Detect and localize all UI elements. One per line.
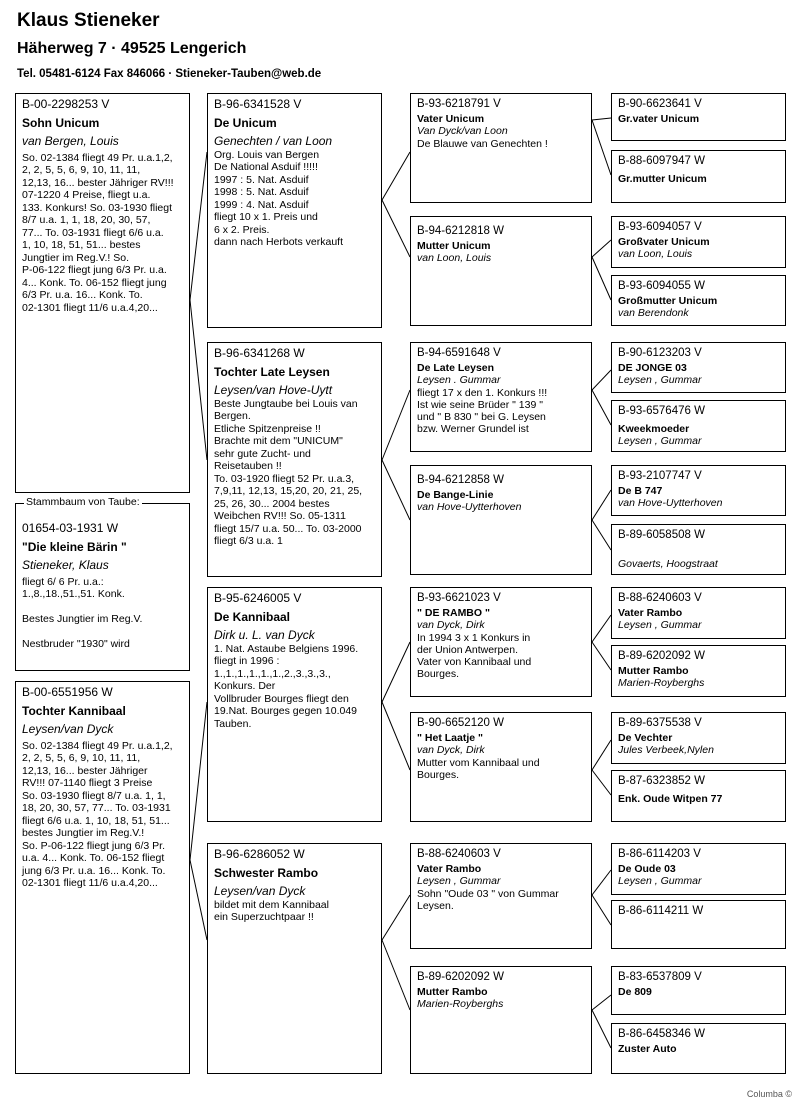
pedigree-box-gen4-1[interactable]	[611, 93, 786, 141]
pigeon-name: DE JONGE 03	[618, 361, 687, 374]
pedigree-box-gen4-6[interactable]	[611, 400, 786, 452]
ring-number: B-83-6537809 V	[618, 971, 702, 983]
ring-number: B-90-6652120 W	[417, 717, 504, 729]
pigeon-name: Mutter Rambo	[417, 985, 488, 998]
breeder-label: van Loon, Louis	[618, 248, 693, 260]
ring-number: B-86-6114211 W	[618, 905, 704, 917]
pedigree-box-gen4-9[interactable]	[611, 587, 786, 639]
breeder-address: Häherweg 7 · 49525 Lengerich	[17, 40, 247, 57]
ring-number: B-96-6341528 V	[214, 97, 302, 111]
pigeon-name: "Die kleine Bärin "	[22, 539, 127, 554]
pedigree-box-mother[interactable]	[15, 681, 190, 1074]
pedigree-box-gen2-1[interactable]	[207, 93, 382, 328]
pigeon-name: Mutter Unicum	[417, 239, 491, 252]
ring-number: B-94-6212818 W	[417, 225, 504, 237]
pedigree-box-gen4-3[interactable]	[611, 216, 786, 268]
ring-number: B-93-6576476 W	[618, 405, 705, 417]
pigeon-name: Gr.vater Unicum	[618, 112, 700, 125]
pedigree-box-gen3-3[interactable]	[410, 342, 592, 452]
breeder-label: Govaerts, Hoogstraat	[618, 557, 718, 570]
breeder-label: van Loon, Louis	[417, 252, 492, 264]
breeder-label: Dirk u. L. van Dyck	[214, 628, 315, 642]
breeder-label: Leysen , Gummar	[618, 435, 702, 447]
ring-number: B-88-6240603 V	[417, 848, 501, 860]
ring-number: B-89-6375538 V	[618, 717, 702, 729]
ring-number: B-93-6218791 V	[417, 98, 501, 110]
breeder-label: Van Dyck/van Loon	[417, 125, 508, 137]
breeder-label: Stieneker, Klaus	[22, 558, 109, 572]
pedigree-box-gen2-2[interactable]	[207, 342, 382, 577]
pedigree-box-gen4-13[interactable]	[611, 843, 786, 895]
ring-number: B-00-2298253 V	[22, 97, 110, 111]
breeder-label: Leysen , Gummar	[618, 875, 702, 887]
pedigree-box-father[interactable]	[15, 93, 190, 493]
ring-number: B-94-6212858 W	[417, 474, 504, 486]
ring-number: 01654-03-1931 W	[22, 521, 119, 535]
performance-notes: In 1994 3 x 1 Konkurs in der Union Antwerpen. Vater von Kannibaal und Bourges.	[417, 631, 532, 680]
ring-number: B-94-6591648 V	[417, 347, 501, 359]
breeder-name: Klaus Stieneker	[17, 10, 160, 31]
breeder-label: van Dyck, Dirk	[417, 619, 485, 631]
pigeon-name: De 809	[618, 985, 652, 998]
ring-number: B-96-6341268 W	[214, 346, 305, 360]
breeder-label: Leysen/van Hove-Uytt	[214, 383, 333, 397]
breeder-contact: Tel. 05481-6124 Fax 846066 · Stieneker-Tauben@web.de	[17, 68, 322, 80]
breeder-label: Marien-Royberghs	[618, 677, 705, 689]
ring-number: B-90-6123203 V	[618, 347, 702, 359]
breeder-label: Leysen/van Dyck	[22, 722, 114, 736]
ring-number: B-86-6114203 V	[618, 848, 701, 860]
pigeon-name: De Oude 03	[618, 862, 676, 875]
pigeon-name: Vater Unicum	[417, 112, 485, 125]
breeder-label: Leysen , Gummar	[618, 619, 702, 631]
pigeon-name: Vater Rambo	[417, 862, 482, 875]
pigeon-name: " DE RAMBO "	[417, 606, 490, 619]
stammbaum-label: Stammbaum von Taube:	[26, 496, 140, 508]
ring-number: B-96-6286052 W	[214, 847, 305, 861]
breeder-label: van Dyck, Dirk	[417, 744, 485, 756]
pigeon-name: De Unicum	[214, 115, 277, 130]
pedigree-box-gen4-2[interactable]	[611, 150, 786, 203]
pedigree-box-gen4-14[interactable]	[611, 900, 786, 949]
ring-number: B-89-6202092 W	[618, 650, 705, 662]
pigeon-name: De Late Leysen	[417, 361, 495, 374]
performance-notes: 1. Nat. Astaube Belgiens 1996. fliegt in 1996 : 1.,1.,1.,1.,1.,1.,2.,3.,3.,3., Konkurs. Der Vollbruder Bourges fliegt den 19.Nat. Bourges gegen 10.049 Tauben.	[214, 642, 359, 730]
ring-number: B-93-6094057 V	[618, 221, 702, 233]
ring-number: B-88-6097947 W	[618, 155, 705, 167]
ring-number: B-89-6202092 W	[417, 971, 504, 983]
performance-notes: De Blauwe van Genechten !	[417, 137, 548, 150]
pigeon-name: Enk. Oude Witpen 77	[618, 792, 723, 805]
breeder-label: van Bergen, Louis	[22, 134, 119, 148]
pigeon-name: Gr.mutter Unicum	[618, 172, 707, 185]
pedigree-box-gen4-12[interactable]	[611, 770, 786, 822]
pedigree-box-gen3-4[interactable]	[410, 465, 592, 575]
ring-number: B-93-6094055 W	[618, 280, 705, 292]
pigeon-name: Schwester Rambo	[214, 865, 319, 880]
performance-notes: fliegt 17 x den 1. Konkurs !!! Ist wie seine Brüder " 139 " und " B 830 " bei G. Leysen bzw. Werner Grundel ist	[417, 386, 548, 435]
ring-number: B-86-6458346 W	[618, 1028, 705, 1040]
performance-notes: Org. Louis van Bergen De National Asduif !!!!! 1997 : 5. Nat. Asduif 1998 : 5. Nat. Asduif 1999 : 4. Nat. Asduif fliegt 10 x 1. Preis und 6 x 2. Preis. dann nach Herbots verkauft	[214, 148, 343, 248]
pedigree-box-gen3-1[interactable]	[410, 93, 592, 203]
performance-notes: Beste Jungtaube bei Louis van Bergen. Etliche Spitzenpreise !! Brachte mit dem "UNICUM" sehr gute Zucht- und Reisetauben !! To. 03-1920 fliegt 52 Pr. u.a.3, 7,9,11, 12,13, 15,20, 20, 21, 25, 25, 26, 30... 2004 bestes Weibchen RV!!! So. 05-1311 fliegt 15/7 u.a. 50... To. 03-2000 fliegt 6/3 u.a. 1	[214, 397, 363, 547]
breeder-label: van Berendonk	[618, 307, 689, 319]
pigeon-name: Mutter Rambo	[618, 664, 689, 677]
pedigree-box-gen4-15[interactable]	[611, 966, 786, 1015]
pigeon-name: De Vechter	[618, 731, 673, 744]
pigeon-name: " Het Laatje "	[417, 731, 483, 744]
performance-notes: bildet mit dem Kannibaal ein Superzuchtpaar !!	[214, 898, 329, 923]
pedigree-box-gen3-6[interactable]	[410, 712, 592, 822]
pigeon-name: Großvater Unicum	[618, 235, 710, 248]
breeder-label: Genechten / van Loon	[214, 134, 333, 148]
pedigree-box-gen3-7[interactable]	[410, 843, 592, 949]
pedigree-box-gen2-3[interactable]	[207, 587, 382, 822]
pedigree-box-gen4-10[interactable]	[611, 645, 786, 697]
pigeon-name: De B 747	[618, 484, 663, 497]
pedigree-box-gen4-7[interactable]	[611, 465, 786, 516]
performance-notes: fliegt 6/ 6 Pr. u.a.: 1.,8.,18.,51.,51. Konk. Bestes Jungtier im Reg.V. Nestbruder "1930" wird	[22, 575, 143, 650]
pigeon-name: Vater Rambo	[618, 606, 683, 619]
ring-number: B-90-6623641 V	[618, 98, 702, 110]
ring-number: B-95-6246005 V	[214, 591, 302, 605]
ring-number: B-93-2107747 V	[618, 470, 702, 482]
breeder-label: Leysen , Gummar	[618, 374, 702, 386]
pedigree-box-gen4-8[interactable]	[611, 524, 786, 575]
pedigree-box-gen2-4[interactable]	[207, 843, 382, 1074]
ring-number: B-00-6551956 W	[22, 685, 113, 699]
performance-notes: So. 02-1384 fliegt 49 Pr. u.a.1,2, 2, 2, 5, 5, 6, 9, 10, 11, 11, 12,13, 16... bester Jähriger RV!!! 07-1220 4 Preise, fliegt u.a. 133. Konkurs! So. 03-1930 fliegt 8/7 u.a. 1, 1, 18, 20, 30, 57, 77... To. 03-1931 fliegt 6/6 u.a. 1, 10, 18, 51, 51... bestes Jungtier im Reg.V.! So. P-06-122 fliegt jung 6/3 Pr. u.a. 4... Konk. To. 06-152 fliegt jung 6/3 Pr. u.a. 16... Konk. To. 02-1301 fliegt 11/6 u.a.4,20...	[22, 151, 174, 314]
breeder-label: Jules Verbeek,Nylen	[618, 744, 714, 756]
pigeon-name: Tochter Kannibaal	[22, 703, 126, 718]
ring-number: B-87-6323852 W	[618, 775, 705, 787]
pigeon-name: Zuster Auto	[618, 1042, 677, 1055]
breeder-label: van Hove-Uytterhoven	[417, 501, 522, 513]
breeder-label: Marien-Royberghs	[417, 998, 504, 1010]
pigeon-name: Großmutter Unicum	[618, 294, 718, 307]
pedigree-box-gen4-5[interactable]	[611, 342, 786, 393]
pedigree-box-gen3-5[interactable]	[410, 587, 592, 697]
pigeon-name: De Kannibaal	[214, 609, 291, 624]
breeder-label: Leysen , Gummar	[417, 875, 501, 887]
pedigree-box-gen4-16[interactable]	[611, 1023, 786, 1074]
ring-number: B-89-6058508 W	[618, 529, 705, 541]
pedigree-box-subject[interactable]	[15, 503, 190, 671]
pedigree-box-gen4-11[interactable]	[611, 712, 786, 764]
performance-notes: So. 02-1384 fliegt 49 Pr. u.a.1,2, 2, 2, 5, 5, 6, 9, 10, 11, 11, 12,13, 16... bester Jähriger RV!!! 07-1140 fliegt 3 Preise So. 03-1930 fliegt 8/7 u.a. 1, 1, 18, 20, 30, 57, 77... To. 03-1931 fliegt 6/6 u.a. 1, 10, 18, 51, 51... bestes Jungtier im Reg.V.! So. P-06-122 fliegt jung 6/3 Pr. u.a. 4... Konk. To. 06-152 fliegt jung 6/3 Pr. u.a. 16... Konk. To. 02-1301 fliegt 11/6 u.a.4,20...	[22, 739, 173, 889]
pigeon-name: Kweekmoeder	[618, 422, 690, 435]
pigeon-name: De Bange-Linie	[417, 488, 494, 501]
pedigree-box-gen4-4[interactable]	[611, 275, 786, 326]
pedigree-box-gen3-2[interactable]	[410, 216, 592, 326]
watermark-label: Columba ©	[746, 1089, 792, 1099]
breeder-label: van Hove-Uytterhoven	[618, 497, 723, 509]
pigeon-name: Sohn Unicum	[22, 115, 100, 130]
performance-notes: Sohn "Oude 03 " von Gummar Leysen.	[417, 887, 559, 912]
performance-notes: Mutter vom Kannibaal und Bourges.	[417, 756, 540, 781]
pedigree-box-gen3-8[interactable]	[410, 966, 592, 1074]
ring-number: B-88-6240603 V	[618, 592, 702, 604]
pigeon-name: Tochter Late Leysen	[214, 364, 330, 379]
breeder-label: Leysen . Gummar	[417, 374, 501, 386]
breeder-label: Leysen/van Dyck	[214, 884, 306, 898]
ring-number: B-93-6621023 V	[417, 592, 501, 604]
